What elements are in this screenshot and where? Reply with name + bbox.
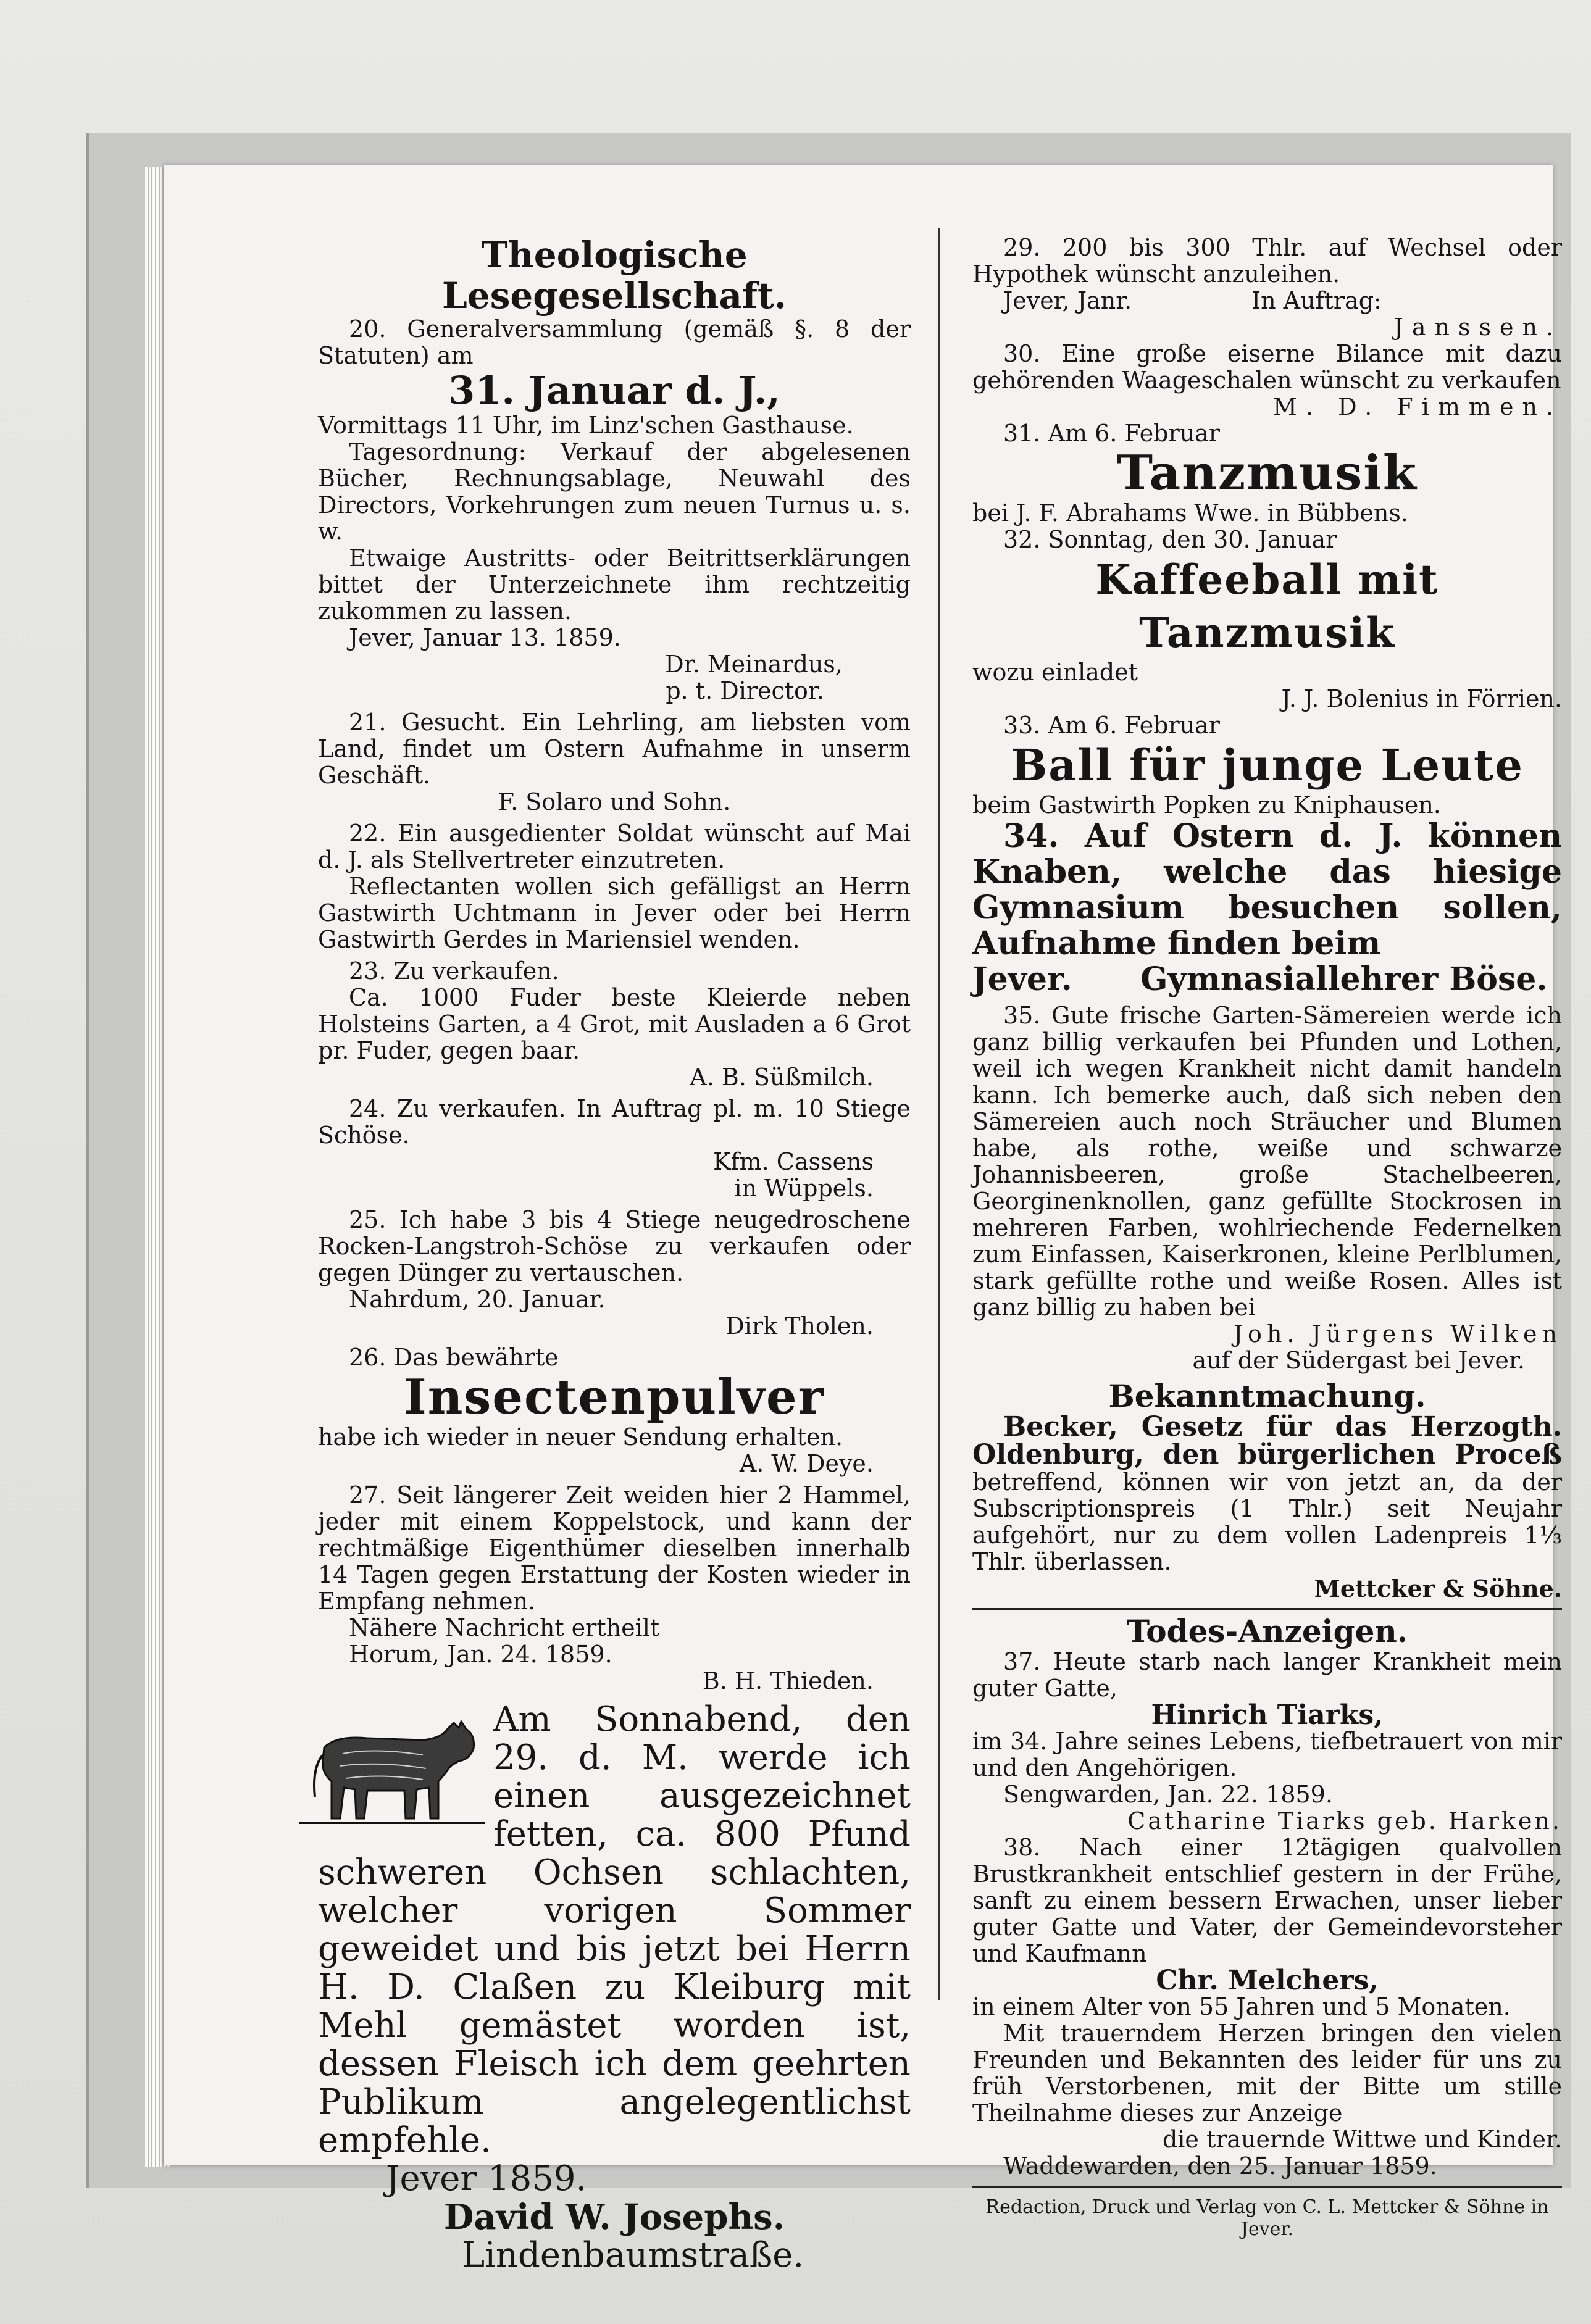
ad-28-place-date: Jever 1859.: [386, 2159, 587, 2199]
ad-31-event: Tanzmusik: [1117, 445, 1418, 501]
ad-28-text: Am Sonnabend, den 29. d. M. werde ich einen ausgezeichnet fetten, ca. 800 Pfund schweren Ochsen schlachten, welcher vorigen Sommer geweidet und bis jetzt bei Herrn H. D. Claßen zu Kleiburg mit Mehl gemästet worden ist, dessen Fleisch ich dem geehrten Publikum angelegentlichst empfehle.: [318, 1699, 911, 2160]
ad-31-location: bei J. F. Abrahams Wwe. in Bübbens.: [972, 499, 1408, 527]
ad-33-location: beim Gastwirth Popken zu Kniphausen.: [972, 791, 1441, 818]
ad-34-text: 34. Auf Ostern d. J. können Knaben, welche das hiesige Gymnasium besuchen sollen, Aufnahme finden beim: [972, 817, 1562, 962]
ad-27-place-date: Horum, Jan. 24. 1859.: [349, 1641, 612, 1668]
ad-20-intro: 20. Generalversammlung (gemäß §. 8 der Statuten) am: [318, 315, 911, 369]
ox-illustration: [299, 1704, 485, 1831]
ad-23-text: Ca. 1000 Fuder beste Kleierde neben Holsteins Garten, a 4 Grot, mit Ausladen a 6 Grot pr. Fuder, gegen baar.: [318, 984, 911, 1064]
ad-37-place-date: Sengwarden, Jan. 22. 1859.: [1003, 1781, 1333, 1808]
column-divider: [938, 228, 940, 2000]
ad-36-signer: Mettcker & Söhne.: [1314, 1575, 1562, 1602]
ad-30-signer: M. D. Fimmen.: [1273, 393, 1562, 420]
left-column: [318, 235, 911, 2275]
ad-23-signer: A. B. Süßmilch.: [690, 1064, 874, 1091]
ad-29-signer: Janssen.: [1393, 314, 1562, 341]
ad-32-signer: J. J. Bolenius in Förrien.: [1281, 685, 1562, 712]
ad-28-signer: David W. Josephs.: [443, 2197, 785, 2238]
ad-37-name: Hinrich Tiarks,: [1151, 1699, 1384, 1731]
ad-33-date: 33. Am 6. Februar: [1003, 712, 1220, 739]
ad-38-signer: die trauernde Wittwe und Kinder.: [1162, 2126, 1562, 2153]
ad-38-name: Chr. Melchers,: [1156, 1965, 1379, 1996]
ad-26-text: habe ich wieder in neuer Sendung erhalten.: [318, 1423, 843, 1451]
ad-29-commission: In Auftrag:: [1251, 287, 1382, 314]
ad-33-event: Ball für junge Leute: [1011, 739, 1524, 791]
ad-25-text: 25. Ich habe 3 bis 4 Stiege neugedroschene Rocken-Langstroh-Schöse zu verkaufen oder gegen Dünger zu vertauschen.: [318, 1206, 911, 1286]
section-rule: [972, 1608, 1562, 1610]
ad-20-date: 31. Januar d. J.,: [448, 368, 780, 413]
ad-38-place-date: Waddewarden, den 25. Januar 1859.: [1003, 2152, 1437, 2180]
ad-31-date: 31. Am 6. Februar: [1003, 420, 1220, 447]
ad-23-heading: 23. Zu verkaufen.: [349, 957, 559, 985]
ad-27-info: Nähere Nachricht ertheilt: [349, 1614, 660, 1641]
ad-22-contact: Reflectanten wollen sich gefälligst an Herrn Gastwirth Uchtmann in Jever oder bei Herrn Gastwirth Gerdes in Mariensiel wenden.: [318, 873, 911, 953]
ad-27-text: 27. Seit längerer Zeit weiden hier 2 Hammel, jeder mit einem Koppelstock, und kann der rechtmäßige Eigenthümer dieselben innerhalb 14 Tagen gegen Erstattung der Kosten wieder in Empfang nehmen.: [318, 1481, 911, 1615]
ad-32-date: 32. Sonntag, den 30. Januar: [1003, 526, 1337, 553]
ad-26-signer: A. W. Deye.: [739, 1450, 874, 1477]
ad-38-age: in einem Alter von 55 Jahren und 5 Monaten.: [972, 1993, 1511, 2020]
ad-36-book-title: Becker, Gesetz für das Herzogth. Oldenburg, den bürgerlichen Proceß: [972, 1411, 1562, 1470]
ad-20-signer-title: p. t. Director.: [666, 677, 824, 704]
ad-32-event: Kaffeeball mit Tanzmusik: [1095, 556, 1439, 657]
ad-29-text: 29. 200 bis 300 Thlr. auf Wechsel oder Hypothek wünscht anzuleihen.: [972, 234, 1562, 288]
ad-20-agenda: Tagesordnung: Verkauf der abgelesenen Bücher, Rechnungsablage, Neuwahl des Directors, Vorkehrungen zum neuen Turnus u. s. w.: [318, 438, 911, 545]
ad-26-intro: 26. Das bewährte: [349, 1344, 559, 1371]
ad-35-signer: Joh. Jürgens Wilken: [1233, 1320, 1562, 1347]
ad-22-text: 22. Ein ausgedienter Soldat wünscht auf Mai d. J. als Stellvertreter einzutreten.: [318, 820, 911, 873]
ad-25-place-date: Nahrdum, 20. Januar.: [349, 1286, 606, 1313]
imprint: Redaction, Druck und Verlag von C. L. Mettcker & Söhne in Jever.: [985, 2196, 1549, 2240]
right-column: [972, 235, 1562, 2241]
ad-21-signer: F. Solaro und Sohn.: [498, 788, 731, 815]
ad-38-text: 38. Nach einer 12tägigen qualvollen Brustkrankheit entschlief gestern in der Frühe, sanft zu einem bessern Erwachen, unser lieber guter Gatte und Vater, der Gemeindevorsteher und Kaufmann: [972, 1834, 1562, 1967]
ad-35-text: 35. Gute frische Garten-Sämereien werde ich ganz billig verkaufen bei Pfunden und Lothen, weil ich wegen Krankheit nicht damit handeln kann. Ich bemerke auch, daß sich neben den Sämereien auch noch Sträucher und Blumen habe, als rothe, weiße und schwarze Johannisbeeren, große Stachelbeeren, Georginenknollen, ganz gefüllte Stockrosen in mehreren Farben, wohlriechende Federnelken zum Einfassen, Kaiserkronen, kleine Perlblumen, stark gefüllte rothe und weiße Rosen. Alles ist ganz billig zu haben bei: [972, 1002, 1562, 1321]
ad-24-text: 24. Zu verkaufen. In Auftrag pl. m. 10 Stiege Schöse.: [318, 1095, 911, 1149]
heading-lesegesellschaft: Theologische Lesegesellschaft.: [442, 234, 787, 317]
ad-35-address: auf der Südergast bei Jever.: [1192, 1347, 1525, 1374]
ad-34-signer: Gymnasiallehrer Böse.: [1140, 960, 1548, 998]
ad-38-mourning: Mit trauerndem Herzen bringen den vielen Freunden und Bekannten des leider für uns zu früh Verstorbenen, mit der Bitte um stille Theilnahme dieses zur Anzeige: [972, 2020, 1562, 2126]
ad-25-signer: Dirk Tholen.: [725, 1312, 874, 1339]
ad-30-text: 30. Eine große eiserne Bilance mit dazu gehörenden Waageschalen wünscht zu verkaufen: [972, 340, 1562, 394]
ad-37-details: im 34. Jahre seines Lebens, tiefbetrauert von mir und den Angehörigen.: [972, 1728, 1562, 1781]
ad-21-text: 21. Gesucht. Ein Lehrling, am liebsten vom Land, findet um Ostern Aufnahme in unserm Geschäft.: [318, 709, 911, 789]
ad-20-signer: Dr. Meinardus,: [665, 651, 843, 678]
ad-36-body: betreffend, können wir von jetzt an, da der Subscriptionspreis (1 Thlr.) seit Neujahr aufgehört, nur zu dem vollen Ladenpreis 1⅓ Thlr. überlassen.: [972, 1468, 1562, 1575]
ad-27-signer: B. H. Thieden.: [702, 1667, 874, 1694]
heading-todes-anzeigen: Todes-Anzeigen.: [1126, 1613, 1408, 1649]
ad-24-place: in Wüppels.: [734, 1175, 874, 1202]
heading-bekanntmachung: Bekanntmachung.: [1108, 1378, 1426, 1414]
ad-29-place: Jever, Janr.: [1003, 287, 1132, 314]
ad-28-address: Lindenbaumstraße.: [461, 2235, 804, 2275]
ad-37-text: 37. Heute starb nach langer Krankheit mein guter Gatte,: [972, 1648, 1562, 1702]
footer-rule: [972, 2186, 1562, 2188]
ad-26-product: Insectenpulver: [404, 1369, 825, 1425]
ad-24-signer: Kfm. Cassens: [713, 1148, 874, 1175]
ad-20-note: Etwaige Austritts- oder Beitrittserklärungen bittet der Unterzeichnete ihm rechtzeitig zukommen zu lassen.: [318, 544, 911, 625]
ad-37-signer: Catharine Tiarks geb. Harken.: [1127, 1807, 1562, 1835]
ad-20-time: Vormittags 11 Uhr, im Linz'schen Gasthause.: [318, 412, 854, 439]
ad-20-place-date: Jever, Januar 13. 1859.: [349, 624, 621, 651]
ad-32-invite: wozu einladet: [972, 659, 1138, 686]
ox-advertisement: [318, 1701, 911, 2275]
ad-36-text: [972, 1411, 1562, 1575]
ad-34-place: Jever.: [972, 960, 1072, 998]
